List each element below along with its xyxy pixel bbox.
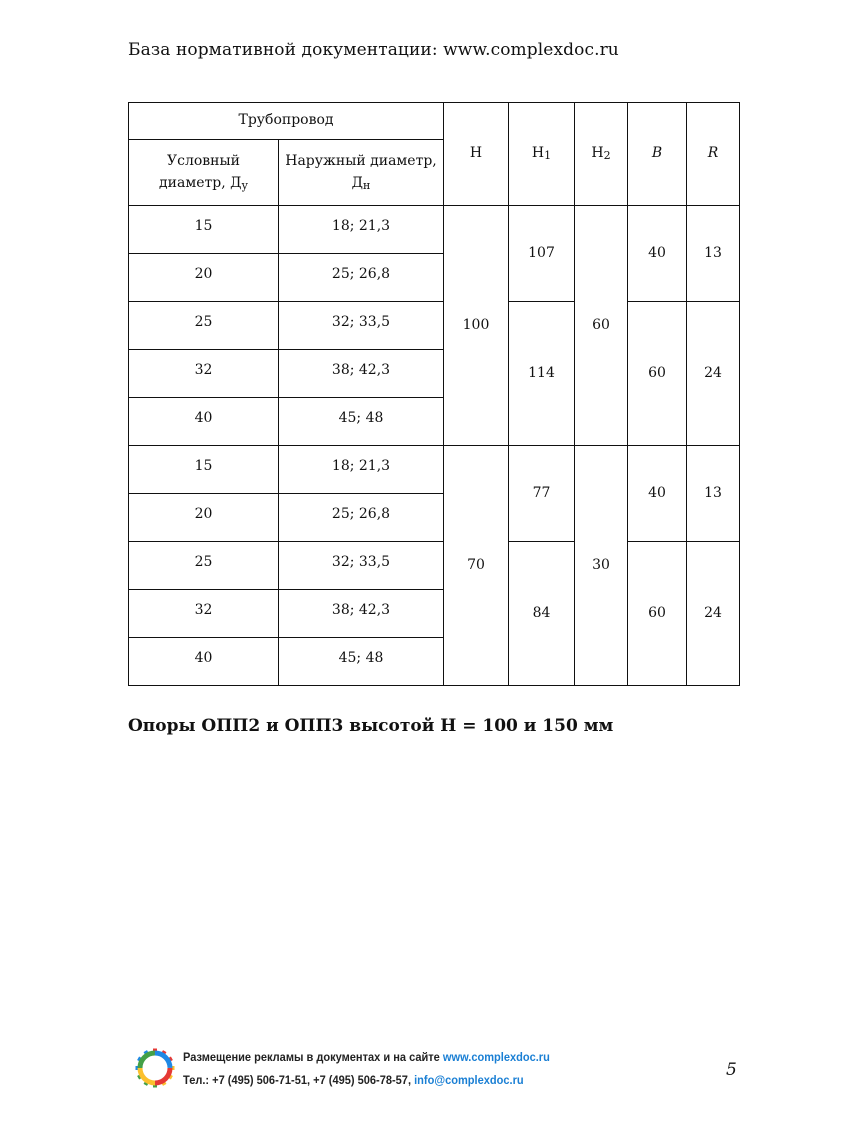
cell-r: 24 bbox=[687, 302, 740, 446]
cell-dn: 25; 26,8 bbox=[279, 494, 444, 542]
cell-du: 20 bbox=[129, 494, 279, 542]
cell-r: 24 bbox=[687, 542, 740, 686]
cell-dn: 45; 48 bbox=[279, 638, 444, 686]
table-row bbox=[129, 206, 740, 254]
cell-h1: 114 bbox=[509, 302, 575, 446]
cell-du: 20 bbox=[129, 254, 279, 302]
cell-dn: 25; 26,8 bbox=[279, 254, 444, 302]
dimensions-table bbox=[128, 102, 740, 686]
footer-line-phones: Тел.: +7 (495) 506-71-51, +7 (495) 506-78-57, info@complexdoc.ru bbox=[183, 1073, 524, 1087]
table-row bbox=[129, 542, 740, 590]
cell-b: 40 bbox=[628, 446, 687, 542]
footer-text bbox=[183, 1046, 550, 1092]
cell-du: 40 bbox=[129, 638, 279, 686]
header-h: H bbox=[444, 103, 509, 206]
header-h1: H1 bbox=[509, 103, 575, 206]
cell-b: 40 bbox=[628, 206, 687, 302]
email-link[interactable]: info@complexdoc.ru bbox=[414, 1073, 524, 1087]
page-header: База нормативной документации: www.complexdoc.ru bbox=[128, 40, 619, 60]
table-row bbox=[129, 446, 740, 494]
cell-h1: 84 bbox=[509, 542, 575, 686]
page-number: 5 bbox=[726, 1060, 737, 1080]
cell-dn: 38; 42,3 bbox=[279, 590, 444, 638]
cell-h: 70 bbox=[444, 446, 509, 686]
gear-ring-logo-icon bbox=[134, 1047, 176, 1089]
cell-h2: 30 bbox=[575, 446, 628, 686]
header-b: B bbox=[628, 103, 687, 206]
cell-dn: 32; 33,5 bbox=[279, 542, 444, 590]
cell-dn: 38; 42,3 bbox=[279, 350, 444, 398]
cell-dn: 18; 21,3 bbox=[279, 206, 444, 254]
cell-r: 13 bbox=[687, 446, 740, 542]
header-nominal-diameter: Условный диаметр, Ду bbox=[129, 140, 279, 206]
cell-du: 32 bbox=[129, 350, 279, 398]
cell-h: 100 bbox=[444, 206, 509, 446]
cell-du: 25 bbox=[129, 302, 279, 350]
advert-footer bbox=[134, 1044, 744, 1094]
header-h2: H2 bbox=[575, 103, 628, 206]
header-outer-diameter: Наружный диаметр, Дн bbox=[279, 140, 444, 206]
cell-dn: 45; 48 bbox=[279, 398, 444, 446]
cell-du: 15 bbox=[129, 206, 279, 254]
cell-du: 25 bbox=[129, 542, 279, 590]
section-caption: Опоры ОПП2 и ОПП3 высотой H = 100 и 150 мм bbox=[128, 716, 614, 736]
cell-b: 60 bbox=[628, 542, 687, 686]
cell-dn: 18; 21,3 bbox=[279, 446, 444, 494]
header-r: R bbox=[687, 103, 740, 206]
footer-line-advert: Размещение рекламы в документах и на сайте www.complexdoc.ru bbox=[183, 1050, 550, 1064]
cell-du: 40 bbox=[129, 398, 279, 446]
cell-b: 60 bbox=[628, 302, 687, 446]
cell-dn: 32; 33,5 bbox=[279, 302, 444, 350]
header-pipeline: Трубопровод bbox=[129, 103, 444, 140]
site-link[interactable]: www.complexdoc.ru bbox=[442, 1050, 550, 1064]
cell-h2: 60 bbox=[575, 206, 628, 446]
cell-du: 32 bbox=[129, 590, 279, 638]
cell-du: 15 bbox=[129, 446, 279, 494]
cell-h1: 107 bbox=[509, 206, 575, 302]
cell-r: 13 bbox=[687, 206, 740, 302]
cell-h1: 77 bbox=[509, 446, 575, 542]
table-row bbox=[129, 302, 740, 350]
